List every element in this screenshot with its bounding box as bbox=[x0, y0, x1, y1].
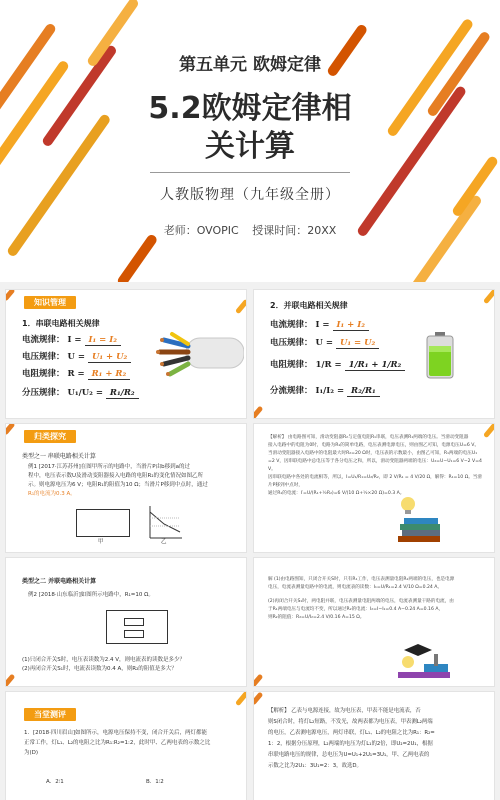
decor-corner bbox=[235, 692, 246, 706]
decor-corner bbox=[235, 299, 246, 314]
question-list bbox=[22, 656, 242, 674]
solution-text bbox=[268, 434, 486, 498]
solution-line: 【解析】 由电路图可知，滑动变阻器R₂与定值电阻R₁串联，电压表测R₁两端的电压。当滑动变阻器 bbox=[268, 435, 469, 440]
example-line: 例1 [2017·江苏苏州]在图甲所示的电路中，当滑片P由b移到a的过 bbox=[28, 464, 190, 470]
rule-formula: U₁ + U₂ bbox=[88, 352, 131, 363]
solution-line: 则S闭合时，将灯L₂短路，不发光，故两表都为电压表，甲表测L₂两端 bbox=[268, 719, 433, 725]
slide-series-example bbox=[6, 424, 246, 552]
example-text: 例2 [2018·山东临沂]如图所示电路中，R₁=10 Ω。 bbox=[28, 592, 154, 598]
solution-line: 通过R₁的电流：I′=U/(R₁+½R₂)=6 V/(10 Ω+½×20 Ω)=0.3 A。 bbox=[268, 491, 405, 496]
solution-line: =2 V，因串联电路中总电压等于各分电压之和，所以，滑动变阻器两端的电压：U₂=U−U₁=6 V−2 V=4 V。 bbox=[268, 459, 482, 472]
question-text bbox=[24, 728, 242, 758]
decor-corner bbox=[254, 674, 263, 686]
decor-stripe bbox=[116, 233, 159, 282]
rule-label: 分压规律： bbox=[22, 388, 65, 398]
rule-formula: U₁ = U₂ bbox=[336, 338, 379, 349]
rule-var: I = bbox=[67, 335, 82, 345]
rule-resistance bbox=[270, 358, 405, 370]
decor-corner bbox=[6, 290, 15, 301]
type-label: 类型之一 串联电路相关计算 bbox=[22, 453, 96, 460]
title-divider bbox=[150, 172, 350, 173]
figure-label-b: 乙 bbox=[161, 539, 167, 545]
example-line: 程中，电压表示数U及滑动变阻器接入电路的电阻R₂的变化情况如图乙所 bbox=[28, 473, 204, 479]
lesson-title bbox=[0, 90, 500, 166]
lesson-title-line2: 关计算 bbox=[205, 129, 295, 164]
rule-var: R = bbox=[67, 369, 85, 379]
solution-line: 电压，电流表测量电路中的电流，则电流表的读数：I₁=U/R₁=2.4 V/10 Ω=0.24 A。 bbox=[268, 585, 443, 590]
circuit-resistor bbox=[124, 630, 144, 638]
decor-corner bbox=[6, 674, 15, 686]
solution-text bbox=[268, 706, 488, 772]
title-slide bbox=[0, 0, 500, 282]
rule-voltage bbox=[22, 350, 131, 362]
rule-formula: R₁ + R₂ bbox=[88, 369, 131, 380]
solution-line: 于R₁两端电压与电流均不变，所以通过R₂的电流：I₂=I−I₁=0.4 A−0.24 A=0.16 A， bbox=[268, 607, 444, 612]
rule-label: 电阻规律： bbox=[270, 360, 313, 370]
rule-formula: I₁ + I₂ bbox=[333, 320, 369, 331]
rule-current bbox=[22, 333, 121, 345]
slide-parallel-example bbox=[6, 558, 246, 686]
decor-corner bbox=[254, 692, 263, 705]
type-label: 类型之二 并联电路相关计算 bbox=[22, 578, 97, 585]
solution-line: (2)再闭合开关S₁时，两电阻并联，电压表测量电阻两端的电压，电流表测量干路的电流，由 bbox=[268, 599, 454, 604]
solution-line: 的电压，乙表测电源电压，两灯串联，灯L₁、L₂的电阻之比为R₁：R₂= bbox=[268, 730, 435, 736]
circuit-diagram-a bbox=[76, 509, 130, 537]
rule-label: 分流规律： bbox=[270, 386, 313, 396]
rule-formula: I₁ = I₂ bbox=[85, 335, 121, 346]
solution-line: 【解析】 乙表与电源连接，故为电压表，甲表不能是电流表，否 bbox=[268, 708, 421, 714]
decor-corner bbox=[254, 406, 263, 418]
circuit-resistor bbox=[124, 618, 144, 626]
section-heading: 2．并联电路相关规律 bbox=[270, 301, 348, 310]
rule-resistance bbox=[22, 367, 130, 379]
slide-series-rules bbox=[6, 290, 246, 418]
rule-divider bbox=[270, 384, 380, 396]
solution-line: 示数之比为2U₁：3U₁=2：3，故选D。 bbox=[268, 763, 362, 769]
section-tag: 知识管理 bbox=[24, 296, 76, 309]
teacher-name: 老师：OVOPIC bbox=[163, 224, 239, 237]
example-line: R₁的电流为0.3 A。 bbox=[28, 491, 76, 497]
rule-var: 1/R = bbox=[315, 360, 342, 370]
figure-label-a: 甲 bbox=[98, 539, 104, 545]
rule-var: U = bbox=[67, 352, 85, 362]
decor-corner bbox=[6, 424, 15, 435]
rule-var: I₁/I₂ = bbox=[315, 386, 345, 396]
slide-parallel-solution bbox=[254, 558, 494, 686]
solution-text bbox=[268, 576, 486, 622]
rule-var: I = bbox=[315, 320, 330, 330]
section-tag: 归类探究 bbox=[24, 430, 76, 443]
lesson-title-line1: 5.2欧姆定律相 bbox=[148, 91, 352, 126]
rule-label: 电流规律： bbox=[22, 335, 65, 345]
solution-line: 串联电路电压的规律，总电压为U=U₁+2U₁=3U₁，甲、乙两电表的 bbox=[268, 752, 430, 758]
example-text bbox=[28, 463, 242, 499]
rule-formula: 1/R₁ + 1/R₂ bbox=[345, 360, 406, 371]
solution-line: 则R₂的阻值：R₂=U/I₂=2.4 V/0.16 A=15 Ω。 bbox=[268, 615, 365, 620]
solution-line: 解 (1)由电路图知，只闭合开关S时，只有R₁工作，电压表测量电阻R₁两端的电压，也是电源 bbox=[268, 577, 455, 582]
section-heading: 1．串联电路相关规律 bbox=[22, 319, 100, 328]
unit-title: 第五单元 欧姆定律 bbox=[179, 55, 321, 75]
battery-icon bbox=[422, 330, 458, 380]
slide-series-solution bbox=[254, 424, 494, 552]
question-line: 1．[2018·四川眉山]如图所示，电源电压保持不变，闭合开关后，两灯都能 bbox=[24, 730, 208, 736]
rule-label: 电压规律： bbox=[22, 352, 65, 362]
question-line: 为(D) bbox=[24, 750, 39, 756]
circuit-diagram bbox=[106, 610, 168, 644]
rule-divider bbox=[22, 386, 139, 398]
rule-voltage bbox=[270, 336, 379, 348]
rule-label: 电流规律： bbox=[270, 320, 313, 330]
rule-label: 电阻规律： bbox=[22, 369, 65, 379]
rule-formula: R₂/R₁ bbox=[347, 386, 380, 397]
graduation-science-icon bbox=[394, 642, 454, 684]
solution-line: 当滑动变阻器接入电路中的电阻最大时R₂=20 Ω时，电压表的示数最小，由图乙可知，R₁两端的电压U₁ bbox=[268, 451, 478, 456]
cable-icon bbox=[156, 324, 244, 384]
decor-corner bbox=[483, 290, 494, 304]
rule-var: U = bbox=[315, 338, 333, 348]
books-bulb-icon bbox=[394, 494, 444, 546]
example-line: 示。则电源电压为6 V；电阻R₁的阻值为10 Ω；当滑片P移到中点时，通过 bbox=[28, 482, 208, 488]
slide-parallel-rules bbox=[254, 290, 494, 418]
section-tag: 当堂测评 bbox=[24, 708, 76, 721]
option-a: A．2∶1 bbox=[46, 779, 64, 785]
teacher-info bbox=[0, 222, 500, 238]
solution-line: 1：2，根据分压原理，L₂两端的电压为灯L₁的2倍，即U₂=2U₁，根据 bbox=[268, 741, 433, 747]
edition-label: 人教版物理（九年级全册） bbox=[160, 187, 340, 203]
rule-var: U₁/U₂ = bbox=[67, 388, 103, 398]
rule-current bbox=[270, 318, 369, 330]
question-item: (2)再闭合开关S₁时，电流表读数为0.4 A，则R₂的阻值是多大？ bbox=[22, 666, 177, 672]
rule-label: 电压规律： bbox=[270, 338, 313, 348]
solution-line: 因串联电路中各处的电流相等，所以，I=U₁/R₁=U₂/R₂，即 2 V/R₁ = 4 V/20 Ω，解得：R₁=10 Ω。当滑片P移到中点时， bbox=[268, 475, 482, 488]
lesson-time: 授课时间：20XX bbox=[252, 224, 337, 237]
question-item: (1)只闭合开关S时，电压表读数为2.4 V，则电流表的读数是多少？ bbox=[22, 657, 186, 663]
solution-line: 接入电路中的电阻为0时，电路为R₁的简单电路，电压表测电源电压，则由图乙可知，电源电压U=6 V。 bbox=[268, 443, 480, 448]
option-b: B．1∶2 bbox=[146, 779, 164, 785]
slide-assessment bbox=[6, 692, 246, 800]
question-line: 正常工作，灯L₁、L₂的电阻之比为R₁:R₂=1:2，此时甲、乙两电表的示数之比 bbox=[24, 740, 211, 746]
rule-formula: R₁/R₂ bbox=[106, 388, 139, 399]
slide-assessment-solution bbox=[254, 692, 494, 800]
